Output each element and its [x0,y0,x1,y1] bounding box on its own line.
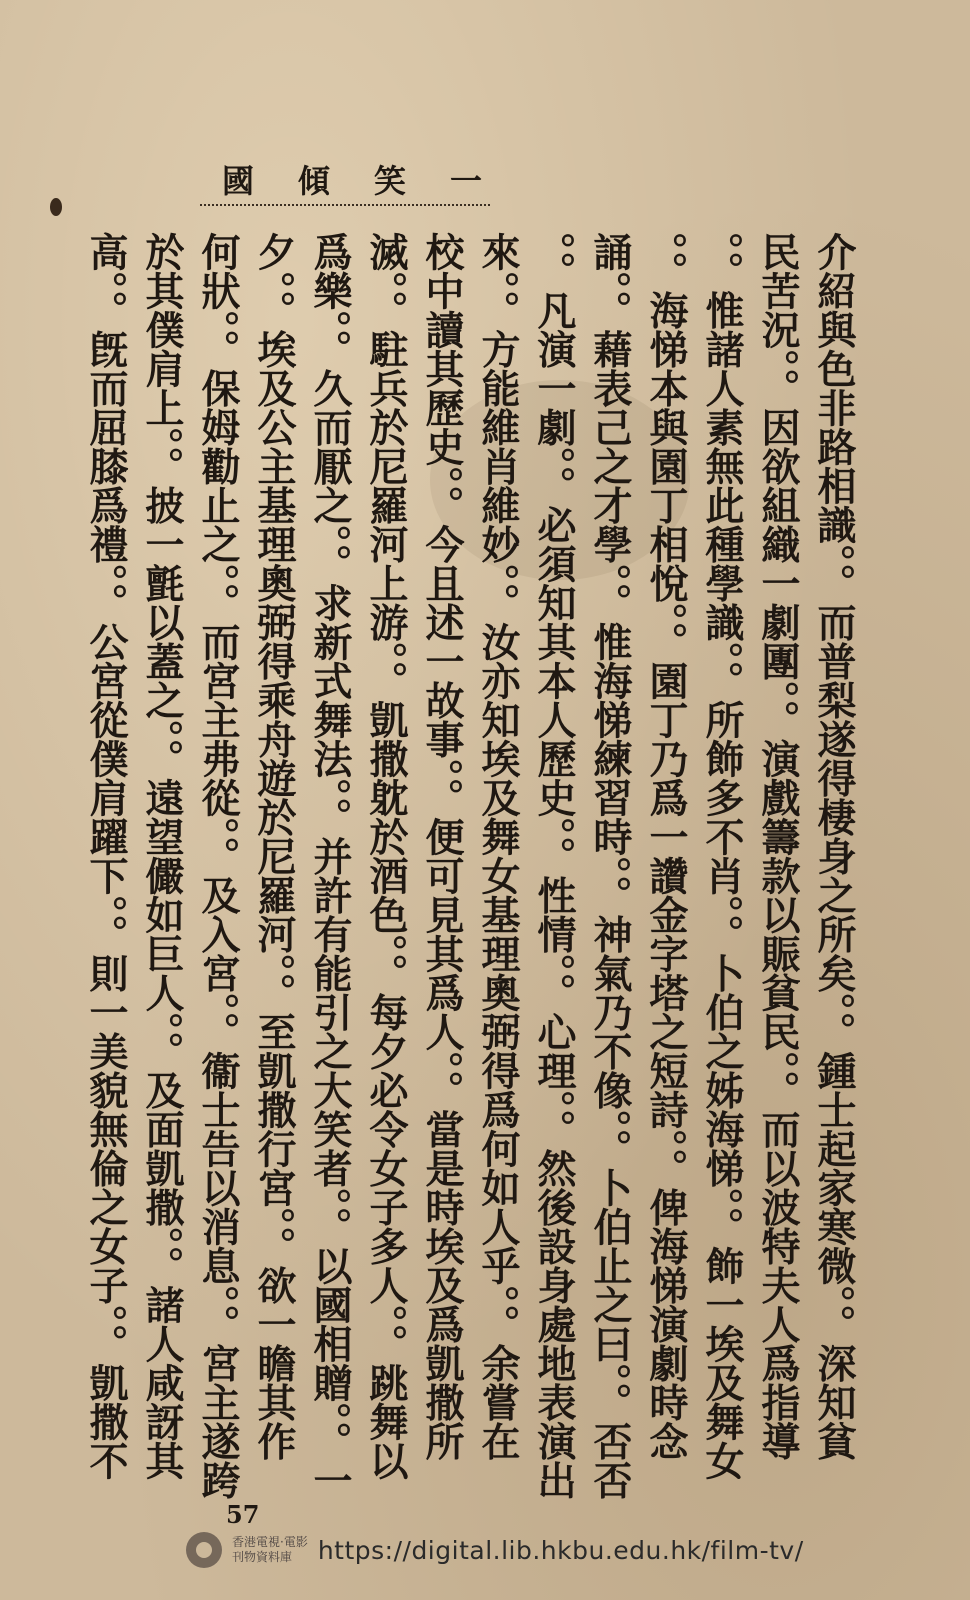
header-char-4: 一 [449,162,482,200]
vertical-text-body [78,232,862,1500]
watermark-org-line1: 香港電視·電影 [232,1535,308,1549]
header-dotted-rule [200,204,490,206]
text-column-1: 介紹與色非路相識。。而普梨遂得棲身之所矣。。鍾士起家寒微。。深知貧 [811,232,857,1461]
text-column-6: 。。凡演一劇。。必須知其本人歷史。。性情。。心理。。然後設身處地表演出 [531,232,577,1500]
header-char-1: 國 [222,162,255,200]
text-column-14: 高。。旣而屈膝爲禮。。公宮從僕肩躍下。。則一美貌無倫之女子。。凱撒不 [83,232,129,1480]
text-column-10: 爲樂。。久而厭之。。求新式舞法。。并許有能引之大笑者。。以國相贈。。一 [307,232,353,1500]
header-char-2: 傾 [297,162,330,200]
text-column-12: 何狀。。保姆勸止之。。而宮主弗從。。及入宮。。衞士告以消息。。宮主遂跨 [195,232,241,1500]
text-column-4: 。。海悌本與園丁相悅。。園丁乃爲一讚金字塔之短詩。。俾海悌演劇時念 [643,232,689,1461]
watermark-org-line2: 刊物資料庫 [232,1550,293,1564]
text-column-9: 滅。。駐兵於尼羅河上游。。凱撒躭於酒色。。每夕必令女子多人。。跳舞以 [363,232,409,1480]
library-logo-icon [186,1532,222,1568]
text-column-2: 民苦況。。因欲組織一劇團。。演戲籌款以賑貧民。。而以波特夫人爲指導 [755,232,801,1461]
library-watermark [186,1526,804,1574]
text-column-13: 於其僕肩上。。披一氈以蓋之。。遠望儼如巨人。。及面凱撒。。諸人咸訝其 [139,232,185,1480]
running-header [222,156,482,202]
page-number: 57 [226,1500,260,1529]
text-column-7: 來。。方能維肖維妙。。汝亦知埃及舞女基理奧弼得爲何如人乎。。余嘗在 [475,232,521,1461]
ink-stain [50,198,62,216]
text-column-11: 夕。。埃及公主基理奧弼得乘舟遊於尼羅河。。至凱撒行宮。。欲一瞻其作 [251,232,297,1461]
text-column-5: 誦。。藉表己之才學。。惟海悌練習時。。神氣乃不像。。卜伯止之曰。。否否 [587,232,633,1500]
header-char-3: 笑 [373,162,406,200]
text-column-3: 。。惟諸人素無此種學識。。所飾多不肖。。卜伯之姊海悌。。飾一埃及舞女 [699,232,745,1480]
watermark-url: https://digital.lib.hkbu.edu.hk/film-tv/ [317,1535,804,1565]
text-column-8: 校中讀其歷史。。今且述一故事。。便可見其爲人。。當是時埃及爲凱撒所 [419,232,465,1461]
watermark-org-name [232,1535,308,1565]
